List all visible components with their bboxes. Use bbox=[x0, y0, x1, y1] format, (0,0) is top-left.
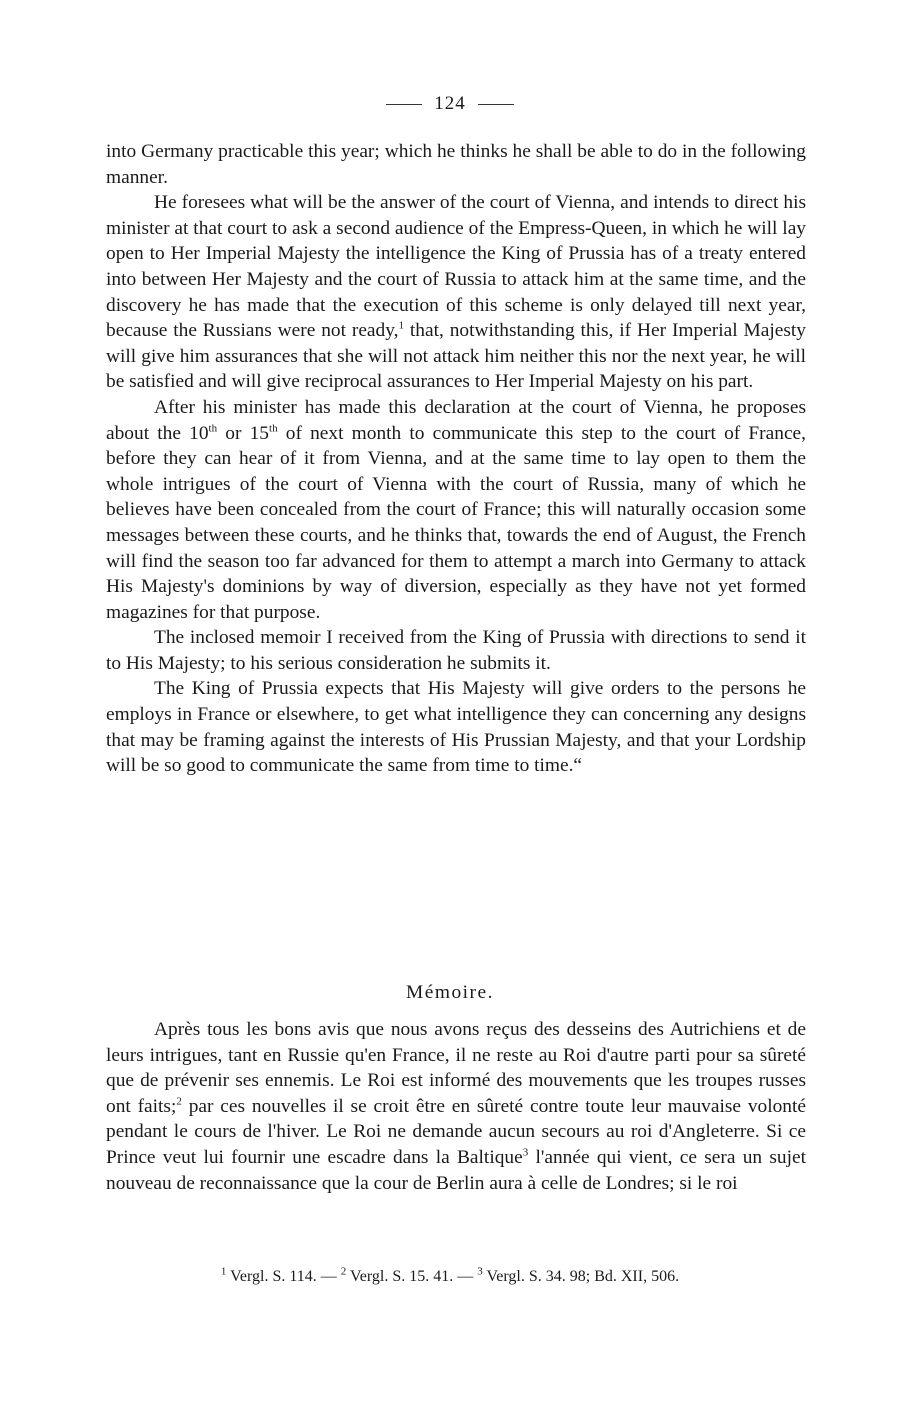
header-rule-left bbox=[386, 104, 422, 105]
letter-body bbox=[106, 139, 806, 779]
paragraph-2-text: He foresees what will be the answer of the court of Vienna, and intends to direct his minister at that court to ask a second audience of the Empress-Queen, in which he will lay open to Her Imperial Majesty the intelligence the King of Prussia has of a treaty entered into between Her Majesty and the court of Russia to attack him at the same time, and the discovery he has made that the execution of this scheme is only delayed till next year, because the Russians were not ready, bbox=[106, 192, 806, 342]
page-header bbox=[0, 93, 900, 115]
footnote-marker-2: 2 bbox=[340, 1265, 347, 1278]
memoire-text-b: par ces nouvelles il se croit être en sûreté contre toute leur mauvaise volonté pendant le cours de l'hiver. Le Roi ne demande aucun secours au roi d'Angleterre. Si ce Prince veut lui fournir une escadre dans la Baltique bbox=[106, 1095, 806, 1168]
memoire-text-a: Après tous les bons avis que nous avons reçus des desseins des Autrichiens et de leurs intrigues, tant en Russie qu'en France, il ne reste au Roi d'autre parti pour sa sûreté que de prévenir ses ennemis. Le Roi est informé des mouvements que les troupes russes ont faits; bbox=[106, 1019, 806, 1117]
ordinal-sup-1: th bbox=[208, 422, 218, 435]
footnote-ref-2: 2 bbox=[176, 1095, 182, 1108]
paragraph-2 bbox=[106, 190, 806, 395]
paragraph-3-c: of next month to communicate this step to the court of France, before they can hear of it from Vienna, and at the same time to lay open to them the whole intrigues of the court of Vienna with the court of Russia, many of which he believes have been concealed from the court of France; this will naturally occasion some messages between these courts, and he thinks that, towards the end of August, the French will find the season too far advanced for them to attempt a march into Germany to attack His Majesty's dominions by way of diversion, especially as they have not yet formed magazines for that purpose. bbox=[106, 422, 807, 623]
paragraph-1: into Germany practicable this year; which he thinks he shall be able to do in the following manner. bbox=[106, 141, 806, 188]
header-rule-right bbox=[478, 104, 514, 105]
footnote-text-2: Vergl. S. 15. 41. — bbox=[346, 1268, 478, 1285]
footnote-text-1: Vergl. S. 114. — bbox=[226, 1268, 341, 1285]
footnote-marker-1: 1 bbox=[220, 1265, 227, 1278]
paragraph-3-a: After his minister has made this declaration at the court of Vienna, he proposes about the 10 bbox=[106, 396, 806, 444]
section-title: Mémoire. bbox=[406, 982, 494, 1003]
footnote-text-3: Vergl. S. 34. 98; Bd. XII, 506. bbox=[482, 1268, 680, 1285]
footnotes bbox=[0, 1265, 900, 1286]
paragraph-3 bbox=[106, 395, 806, 625]
paragraph-3-b: or 15 bbox=[217, 422, 270, 444]
paragraph-4: The inclosed memoir I received from the King of Prussia with directions to send it to His Majesty; to his serious consideration he submits it. bbox=[106, 627, 806, 674]
paragraph-5: The King of Prussia expects that His Majesty will give orders to the persons he employs in France or elsewhere, to get what intelligence they can concerning any designs that may be framing against the interests of His Prussian Majesty, and that your Lordship will be so good to communicate the same from time to time.“ bbox=[106, 678, 806, 777]
memoire-text-c: l'année qui vient, ce sera un sujet nouveau de reconnaissance que la cour de Berlin aura à celle de Londres; si le roi bbox=[106, 1146, 806, 1194]
footnote-ref-3: 3 bbox=[522, 1146, 529, 1159]
page-number: 124 bbox=[434, 93, 466, 114]
memoire-body bbox=[106, 1017, 806, 1196]
paragraph-2-cont: that, notwithstanding this, if Her Imperial Majesty will give him assurances that she will not attack him neither this nor the next year, he will be satisfied and will give reciprocal assurances to Her Imperial Majesty on his part. bbox=[106, 320, 806, 393]
footnote-marker-3: 3 bbox=[477, 1265, 483, 1278]
ordinal-sup-2: th bbox=[269, 422, 278, 435]
footnote-ref-1: 1 bbox=[398, 319, 405, 332]
memoire-paragraph bbox=[106, 1017, 806, 1196]
